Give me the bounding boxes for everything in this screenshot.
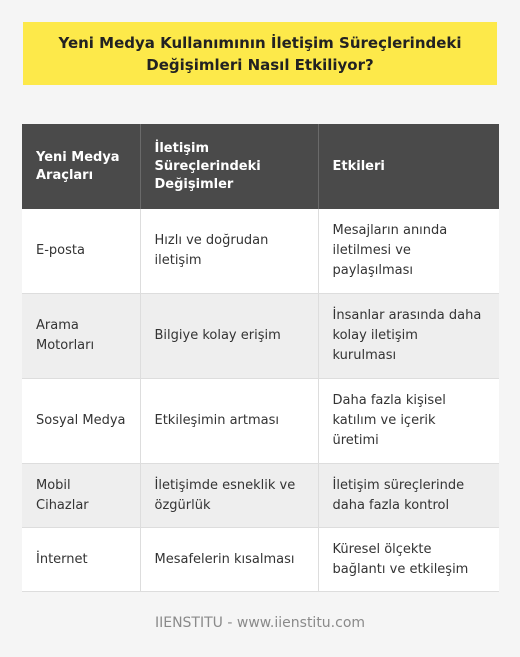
title-banner [23,22,497,85]
table-row [22,528,499,592]
table-cell-effect: Daha fazla kişisel katılım ve içerik üretimi [318,379,499,464]
column-header-changes: İletişim Süreçlerindeki Değişimler [140,124,318,209]
table-cell-effect: Küresel ölçekte bağlantı ve etkileşim [318,528,499,592]
table-cell-change: Etkileşimin artması [140,379,318,464]
table-cell-effect: İletişim süreçlerinde daha fazla kontrol [318,464,499,528]
table-row [22,379,499,464]
table-cell-change: İletişimde esneklik ve özgürlük [140,464,318,528]
table-cell-change: Bilgiye kolay erişim [140,294,318,379]
table-cell-tool: İnternet [22,528,140,592]
table-cell-tool: E-posta [22,209,140,294]
table-cell-change: Hızlı ve doğrudan iletişim [140,209,318,294]
table-cell-effect: Mesajların anında iletilmesi ve paylaşılması [318,209,499,294]
page-title: Yeni Medya Kullanımının İletişim Süreçlerindeki Değişimleri Nasıl Etkiliyor? [58,33,462,74]
table-row [22,209,499,294]
table-cell-tool: Sosyal Medya [22,379,140,464]
table-cell-change: Mesafelerin kısalması [140,528,318,592]
table-cell-tool: Arama Motorları [22,294,140,379]
table-header-row [22,124,499,209]
table-cell-effect: İnsanlar arasında daha kolay iletişim kurulması [318,294,499,379]
column-header-effects: Etkileri [318,124,499,209]
column-header-tools: Yeni Medya Araçları [22,124,140,209]
table-cell-tool: Mobil Cihazlar [22,464,140,528]
data-table [22,124,499,592]
footer-credit: IIENSTITU - www.iienstitu.com [154,615,366,631]
table-row [22,294,499,379]
table-row [22,464,499,528]
